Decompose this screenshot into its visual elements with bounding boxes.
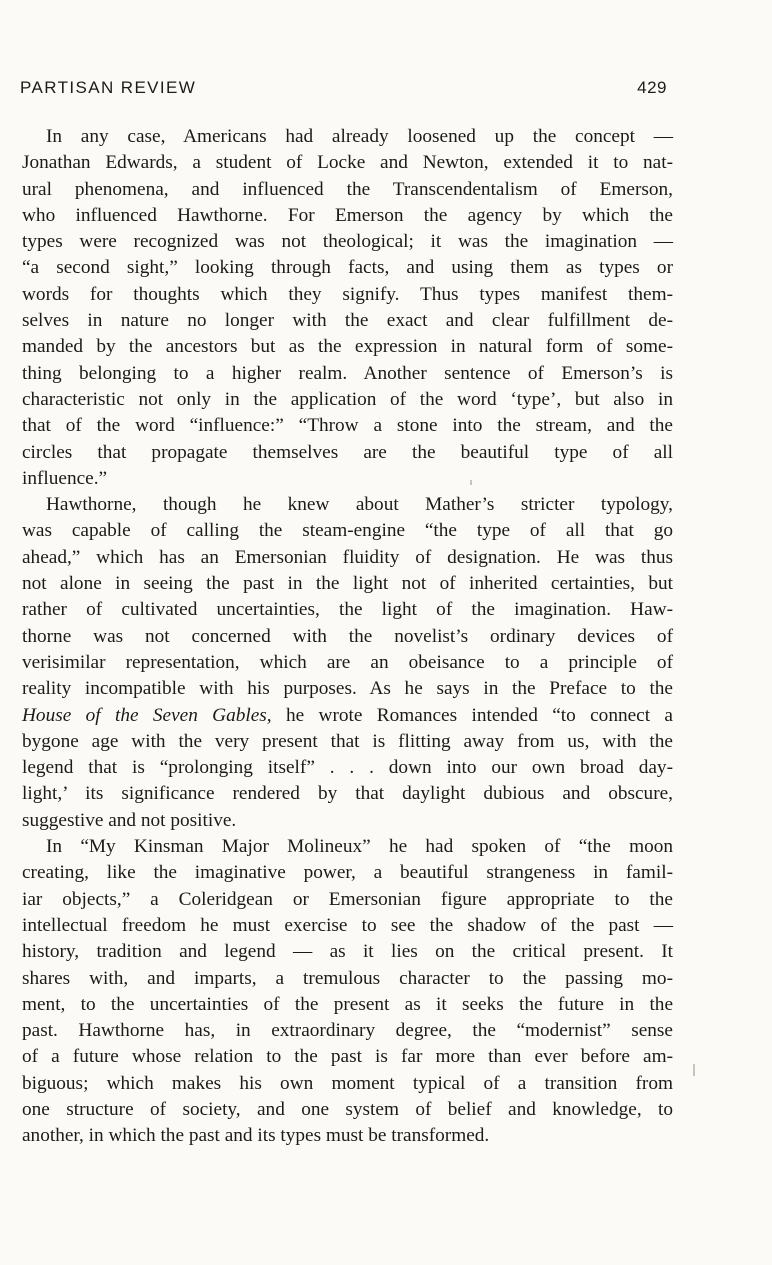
text-line — [22, 177, 673, 203]
text-line — [22, 860, 673, 886]
text-line-content: ural phenomena, and influenced the Transcendentalism of Emerson, — [22, 178, 673, 200]
text-line — [22, 518, 673, 544]
text-line — [22, 334, 673, 360]
text-line — [22, 1018, 673, 1044]
text-line-content: verisimilar representation, which are an obeisance to a principle of — [22, 651, 673, 673]
text-line-content: not alone in seeing the past in the light not of inherited certainties, but — [22, 573, 673, 595]
text-line — [22, 992, 673, 1018]
text-line-content: bygone age with the very present that is flitting away from us, with the — [22, 730, 673, 752]
italic-title: House of the Seven Gables, — [22, 704, 272, 726]
text-line — [22, 729, 673, 755]
body-text — [22, 124, 673, 1150]
text-line — [22, 597, 673, 623]
text-line — [22, 203, 673, 229]
running-head — [20, 78, 667, 102]
text-line-content: another, in which the past and its types must be transformed. — [22, 1125, 490, 1147]
text-line — [22, 440, 673, 466]
text-line — [22, 124, 673, 150]
text-line-content: circles that propagate themselves are the beautiful type of all — [22, 441, 673, 463]
text-line — [22, 913, 673, 939]
text-line-content: Hawthorne, though he knew about Mather’s stricter typology, — [46, 494, 673, 516]
text-line — [22, 387, 673, 413]
text-line-content: creating, like the imaginative power, a beautiful strangeness in famil- — [22, 862, 673, 884]
text-line — [22, 755, 673, 781]
text-line-content: rather of cultivated uncertainties, the light of the imagination. Haw- — [22, 599, 673, 621]
text-line — [22, 808, 673, 834]
text-line-content: history, tradition and legend — as it lies on the critical present. It — [22, 941, 673, 963]
scan-speck — [470, 480, 472, 485]
text-line-content: iar objects,” a Coleridgean or Emersonian figure appropriate to the — [22, 888, 673, 910]
text-line — [22, 966, 673, 992]
text-line — [22, 1097, 673, 1123]
text-line-content: influence.” — [22, 467, 108, 489]
text-line — [22, 624, 673, 650]
text-line — [22, 650, 673, 676]
text-line-content: thorne was not concerned with the novelist’s ordinary devices of — [22, 625, 673, 647]
text-line — [22, 308, 673, 334]
text-line — [22, 703, 673, 729]
text-line — [22, 939, 673, 965]
text-line — [22, 492, 673, 518]
text-line-content: Jonathan Edwards, a student of Locke and Newton, extended it to nat- — [22, 152, 673, 174]
text-line — [22, 887, 673, 913]
text-line-content: was capable of calling the steam-engine “the type of all that go — [22, 520, 673, 542]
text-line-content: light,’ its significance rendered by that daylight dubious and obscure, — [22, 783, 673, 805]
page-number: 429 — [637, 78, 667, 97]
text-line-content: past. Hawthorne has, in extraordinary degree, the “modernist” sense — [22, 1020, 673, 1042]
text-line — [22, 466, 673, 492]
text-line-content: In “My Kinsman Major Molineux” he had spoken of “the moon — [46, 836, 673, 858]
text-line-content: ahead,” which has an Emersonian fluidity of designation. He was thus — [22, 546, 673, 568]
text-line-content: manded by the ancestors but as the expression in natural form of some- — [22, 336, 673, 358]
text-line-content: who influenced Hawthorne. For Emerson the agency by which the — [22, 204, 673, 226]
text-line-content: In any case, Americans had already loosened up the concept — — [46, 126, 673, 147]
text-line-content: thing belonging to a higher realm. Another sentence of Emerson’s is — [22, 362, 673, 384]
text-line-content: one structure of society, and one system of belief and knowledge, to — [22, 1098, 673, 1120]
text-line-content: ment, to the uncertainties of the present as it seeks the future in the — [22, 993, 673, 1015]
text-line — [22, 571, 673, 597]
text-line-content: types were recognized was not theological; it was the imagination — — [22, 231, 673, 253]
text-line-content: “a second sight,” looking through facts, and using them as types or — [22, 257, 673, 279]
text-line — [22, 1044, 673, 1070]
text-line-content: reality incompatible with his purposes. As he says in the Preface to the — [22, 678, 673, 700]
text-line — [22, 255, 673, 281]
journal-name: PARTISAN REVIEW — [20, 78, 197, 97]
text-line — [22, 361, 673, 387]
text-line-content: of a future whose relation to the past is far more than ever before am- — [22, 1046, 673, 1068]
text-line — [22, 781, 673, 807]
text-line-content: intellectual freedom he must exercise to see the shadow of the past — — [22, 914, 673, 936]
text-line-content: shares with, and imparts, a tremulous character to the passing mo- — [22, 967, 673, 989]
text-line-content: characteristic not only in the application of the word ‘type’, but also in — [22, 388, 673, 410]
text-line — [22, 1123, 673, 1149]
text-line — [22, 676, 673, 702]
text-line — [22, 413, 673, 439]
text-line-content: that of the word “influence:” “Throw a stone into the stream, and the — [22, 415, 673, 437]
text-line — [22, 1071, 673, 1097]
text-line-content: suggestive and not positive. — [22, 809, 237, 831]
text-line-content: biguous; which makes his own moment typical of a transition from — [22, 1072, 673, 1094]
text-line — [22, 545, 673, 571]
text-line-content: selves in nature no longer with the exact and clear fulfillment de- — [22, 310, 673, 332]
text-line-content: he wrote Romances intended “to connect a — [271, 704, 673, 726]
text-line — [22, 834, 673, 860]
text-line — [22, 229, 673, 255]
text-line-content: legend that is “prolonging itself” . . . down into our own broad day- — [22, 757, 673, 779]
text-line-content: words for thoughts which they signify. Thus types manifest them- — [22, 283, 673, 305]
text-line — [22, 282, 673, 308]
text-line — [22, 150, 673, 176]
scan-speck — [693, 1064, 695, 1076]
